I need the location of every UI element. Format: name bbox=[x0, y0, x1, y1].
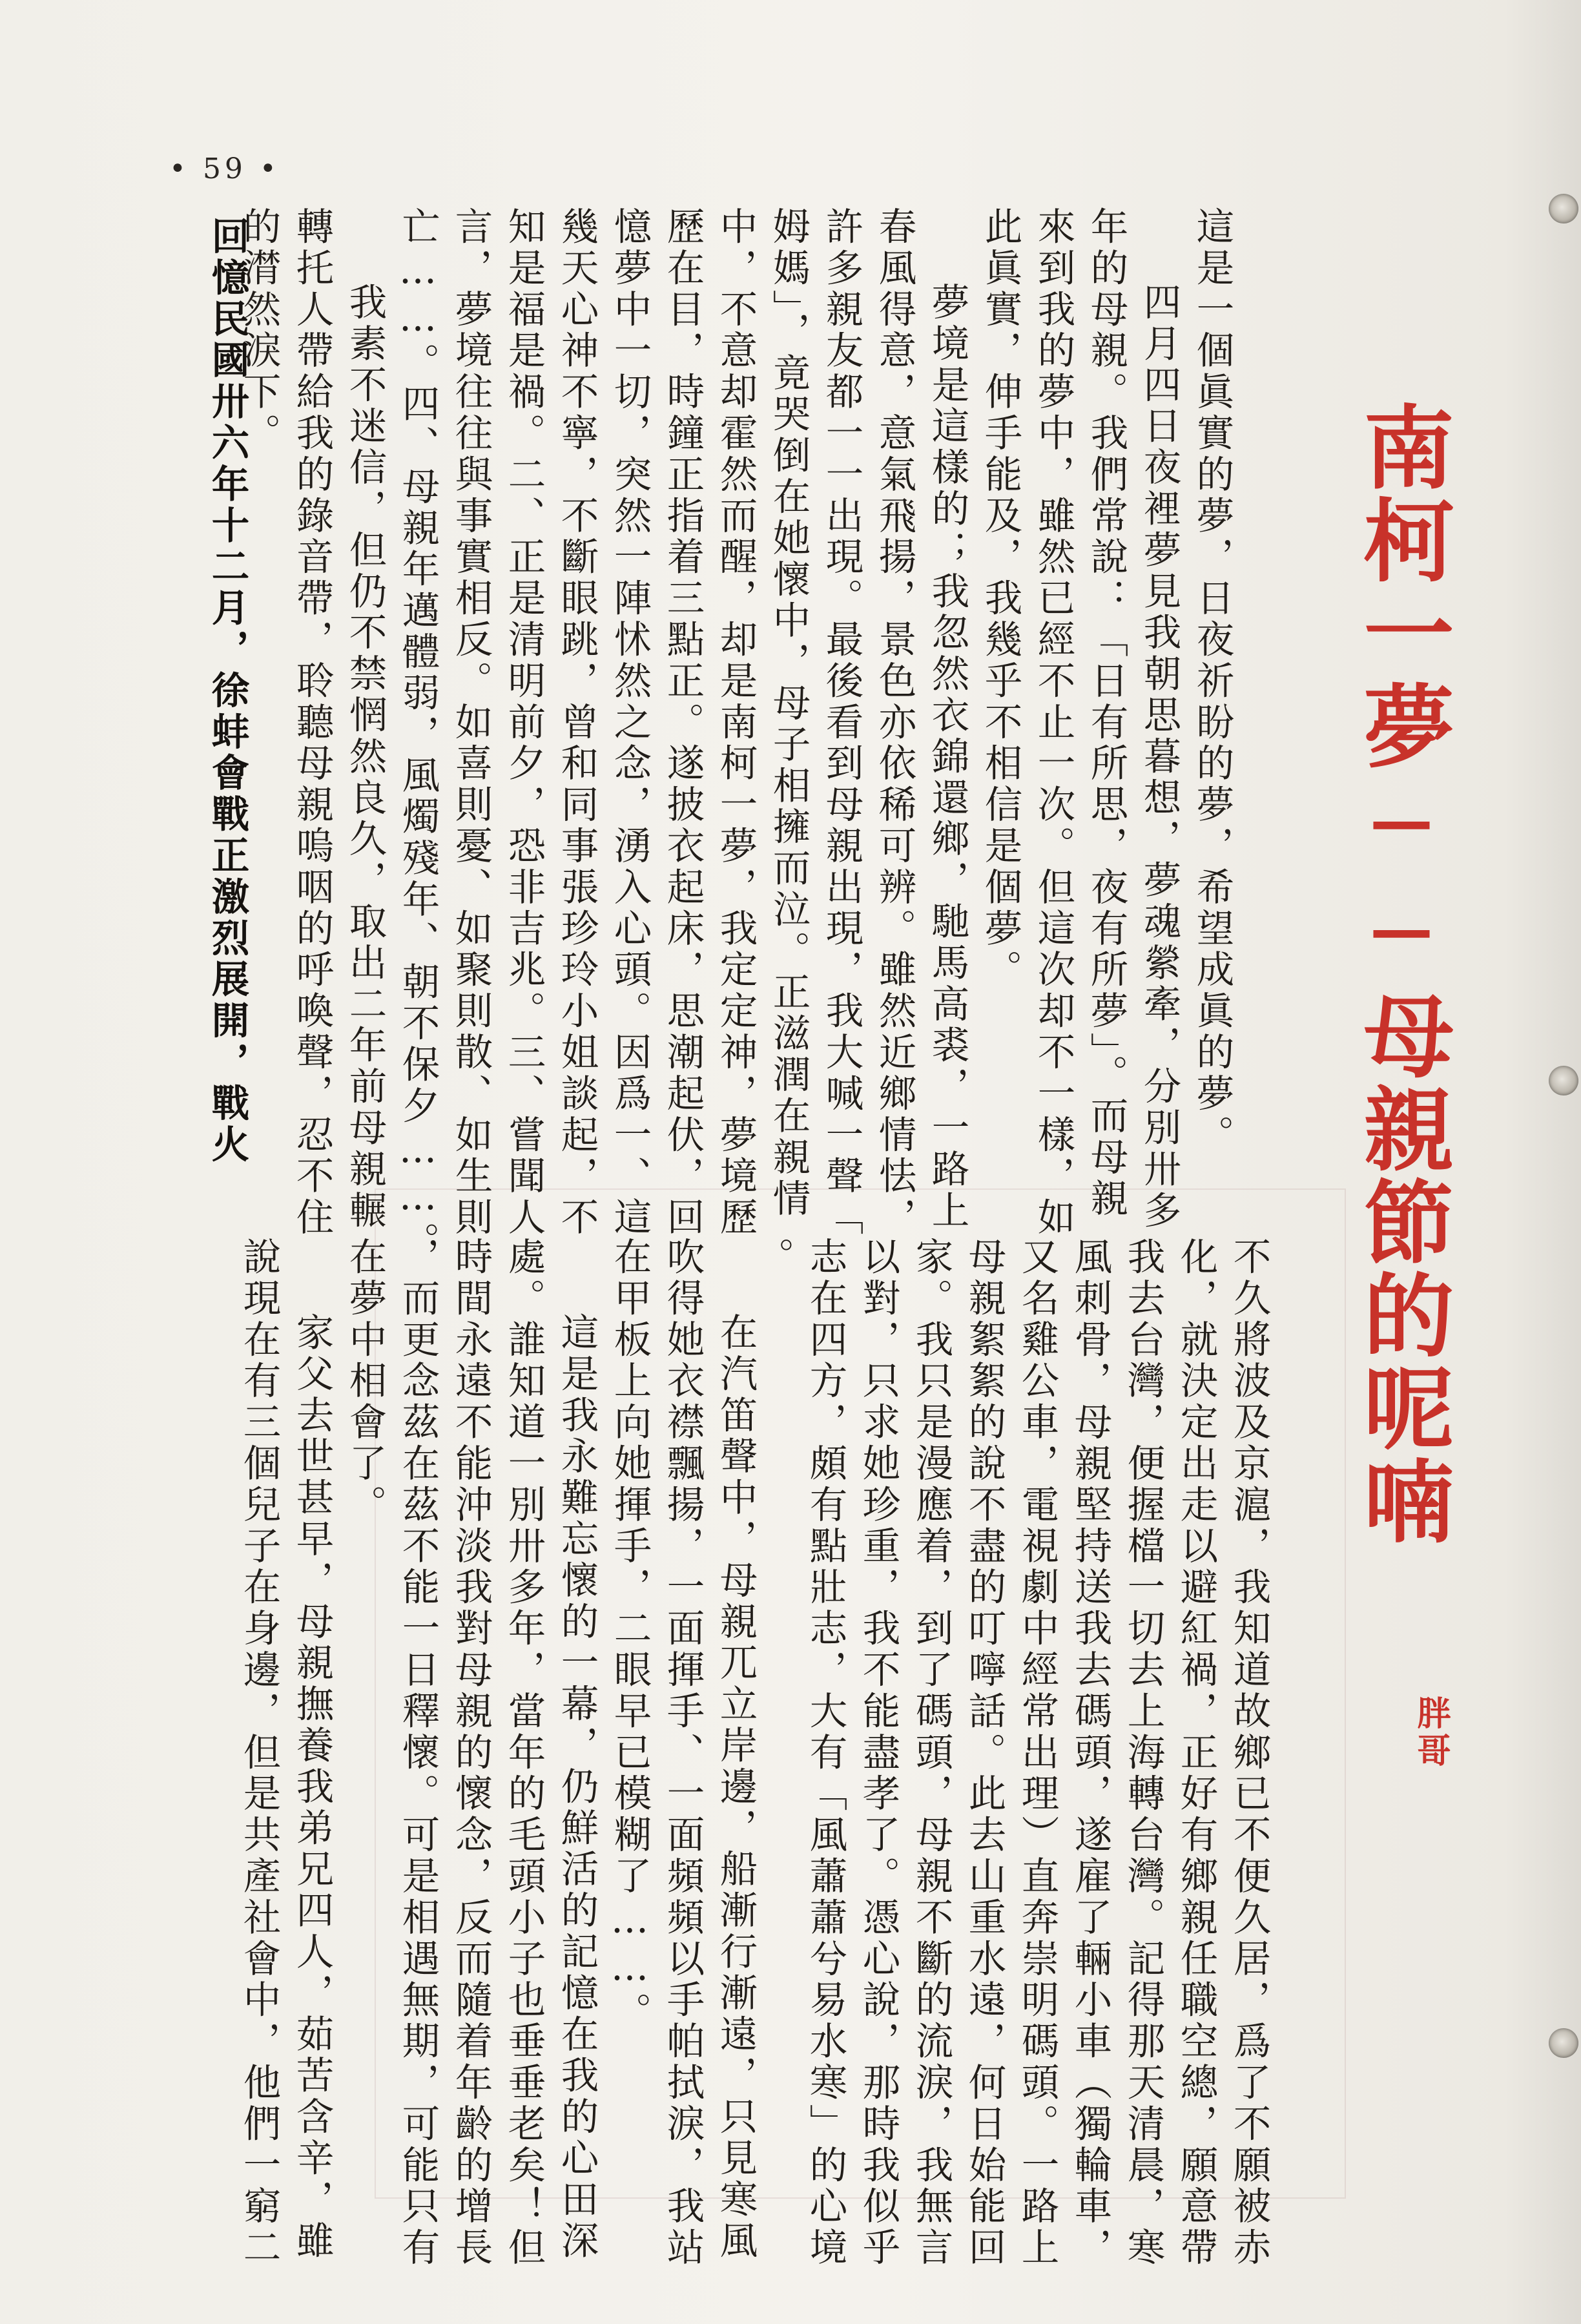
text-column: 又名雞公車，電視劇中經常出理）直奔崇明碼頭。一路上 bbox=[1015, 1237, 1059, 2269]
text-column: 的潸然淚下。 bbox=[237, 207, 281, 455]
page-number: • 59 • bbox=[169, 152, 280, 185]
text-column: 家父去世甚早，母親撫養我弟兄四人，茹苦含辛，雖 bbox=[290, 1312, 334, 2262]
text-column: 四月四日夜裡夢見我朝思暮想，夢魂縈牽，分別卅多 bbox=[1137, 282, 1181, 1232]
text-column: 知是福是禍。二、正是清明前夕，恐非吉兆。三、嘗聞人 bbox=[502, 207, 546, 1239]
text-column: ，而更念茲在茲不能一日釋懷。可是相遇無期，可能只有 bbox=[396, 1237, 440, 2269]
binder-hole-bottom bbox=[1549, 2028, 1578, 2058]
text-column: 處。誰知道一別卅多年，當年的毛頭小子也垂垂老矣！但 bbox=[502, 1237, 546, 2269]
text-column: 志在四方，頗有點壯志，大有「風蕭蕭兮易水寒」的心境 bbox=[803, 1237, 847, 2269]
text-column: 說現在有三個兒子在身邊，但是共產社會中，他們一窮二 bbox=[237, 1237, 281, 2269]
text-column: 許多親友都一一出現。最後看到母親出現，我大喊一聲「 bbox=[820, 207, 863, 1239]
text-column: 轉托人帶給我的錄音帶，聆聽母親嗚咽的呼喚聲，忍不住 bbox=[290, 207, 334, 1239]
binder-hole-top bbox=[1549, 194, 1578, 223]
text-column: 這是一個眞實的夢，日夜祈盼的夢，希望成眞的夢。 bbox=[1190, 207, 1234, 1156]
text-column: 歷在目，時鐘正指着三點正。遂披衣起床，思潮起伏，回 bbox=[661, 207, 705, 1239]
text-column: 此眞實，伸手能及，我幾乎不相信是個夢。 bbox=[978, 207, 1022, 991]
text-column: 亡……。四、母親年邁體弱，風燭殘年、朝不保夕……。 bbox=[396, 207, 440, 1263]
article-author: 胖哥 bbox=[1411, 1696, 1451, 1770]
text-column: 幾天心神不寧，不斷眼跳，曾和同事張珍玲小姐談起，不 bbox=[555, 207, 599, 1239]
text-column: 憶夢中一切，突然一陣怵然之念，湧入心頭。因爲一、這 bbox=[608, 207, 652, 1239]
binding-shadow bbox=[1504, 0, 1581, 2324]
upper-text-block bbox=[232, 207, 1239, 1263]
text-column: 春風得意，意氣飛揚，景色亦依稀可辨。雖然近鄉情怯， bbox=[873, 207, 916, 1239]
text-column: 家。我只是漫應着，到了碼頭，母親不斷的流淚，我無言 bbox=[909, 1237, 953, 2269]
text-column: 來到我的夢中，雖然已經不止一次。但這次却不一樣，如 bbox=[1031, 207, 1075, 1239]
text-column: 夢境是這樣的；我忽然衣錦還鄉，馳馬高裘，一路上 bbox=[925, 282, 969, 1232]
text-column: 吹得她衣襟飄揚，一面揮手、一面頻頻以手帕拭淚，我站 bbox=[661, 1237, 705, 2269]
text-column: 化，就決定出走以避紅禍，正好有鄉親任職空總，願意帶 bbox=[1174, 1237, 1218, 2269]
text-column: 我去台灣，便握檔一切去上海轉台灣。記得那天清晨，寒 bbox=[1121, 1237, 1165, 2269]
text-column: 我素不迷信，但仍不禁惘然良久，取出二年前母親輾 bbox=[343, 282, 387, 1232]
lower-right-text-block bbox=[746, 1237, 1276, 2269]
text-column: 姆媽」，竟哭倒在她懷中，母子相擁而泣。正滋潤在親情 bbox=[767, 207, 811, 1220]
text-column: 言，夢境往往與事實相反。如喜則憂、如聚則散、如生則 bbox=[449, 207, 493, 1239]
text-column: 在夢中相會了。 bbox=[343, 1237, 387, 1526]
lower-left-text-block bbox=[232, 1237, 762, 2269]
binder-hole-middle bbox=[1549, 1066, 1578, 1095]
text-column: 年的母親。我們常說：「日有所思，夜有所夢」。而母親 bbox=[1084, 207, 1128, 1220]
signoff-column: 回憶民國卅六年十二月，徐蚌會戰正激烈展開，戰火 bbox=[205, 216, 249, 1166]
text-column: 母親絮絮的說不盡的叮嚀話。此去山重水遠，何日始能回 bbox=[962, 1237, 1006, 2269]
text-column: 。 bbox=[750, 1237, 794, 1278]
text-column: 以對，只求她珍重，我不能盡孝了。憑心說，那時我似乎 bbox=[856, 1237, 900, 2269]
text-column: 在甲板上向她揮手，二眼早已模糊了……。 bbox=[608, 1237, 652, 2034]
text-column: 這是我永難忘懷的一幕，仍鮮活的記憶在我的心田深 bbox=[555, 1312, 599, 2262]
text-column: 中，不意却霍然而醒，却是南柯一夢，我定定神，夢境歷 bbox=[714, 207, 758, 1239]
text-column: 風刺骨，母親堅持送我去碼頭，遂雇了輛小車（獨輪車， bbox=[1068, 1237, 1112, 2269]
text-column: 在汽笛聲中，母親兀立岸邊，船漸行漸遠，只見寒風 bbox=[714, 1312, 758, 2262]
text-column: 不久將波及京滬，我知道故鄉已不便久居，爲了不願被赤 bbox=[1227, 1237, 1271, 2269]
text-column: 時間永遠不能沖淡我對母親的懷念，反而隨着年齡的增長 bbox=[449, 1237, 493, 2269]
article-title: 南柯一夢──母親節的呢喃 bbox=[1348, 400, 1454, 1548]
